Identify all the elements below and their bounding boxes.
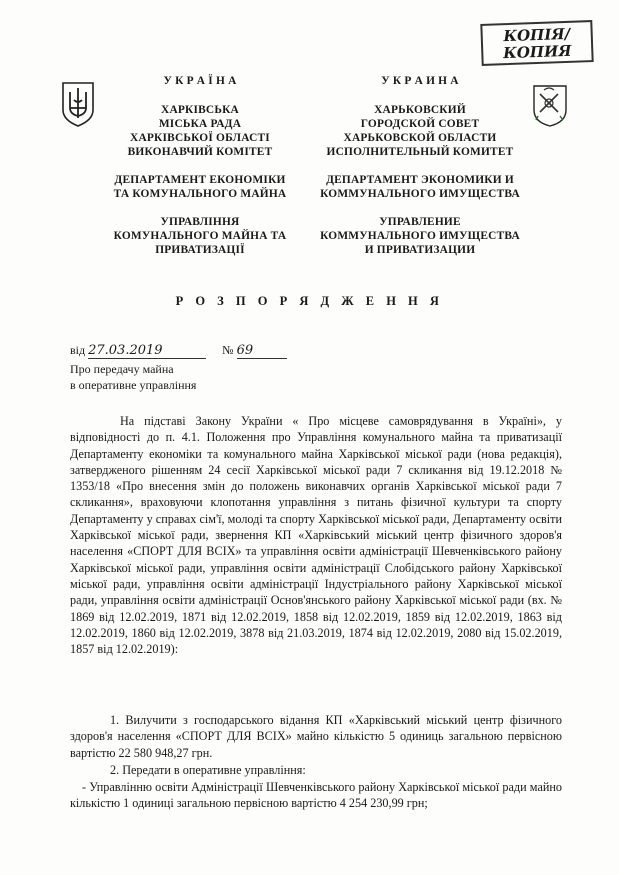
stamp-line-1: КОПІЯ/ [503,24,571,46]
copy-stamp [480,20,593,66]
date-prefix: від [70,343,86,357]
header-ru-country: У К Р А И Н А [381,75,459,87]
header-ua-council-line: ХАРКІВСЬКА [161,104,239,116]
stamp-line-2: КОПИЯ [502,41,572,63]
number-value: 69 [237,343,287,359]
header-ua-office-line: ПРИВАТИЗАЦІЇ [155,244,245,256]
item-1-paragraph [70,712,562,761]
subject-line-1: Про передачу майна [70,362,174,376]
header-ru-department-line: КОММУНАЛЬНОГО ИМУЩЕСТВА [320,188,520,200]
header-ua-office-line: КОМУНАЛЬНОГО МАЙНА ТА [113,230,287,242]
header-ua-council-line: МІСЬКА РАДА [158,118,242,130]
header-ru-office-line: И ПРИВАТИЗАЦИИ [364,244,476,256]
header-ru-council-line: ХАРЬКОВСКОЙ ОБЛАСТИ [343,132,497,144]
header-ru-council-line: ХАРЬКОВСКИЙ [374,104,466,116]
header-ua-office-line: УПРАВЛІННЯ [160,216,240,228]
header-ua-council [100,103,300,159]
number-prefix: № [222,343,234,357]
item-2-paragraph [70,762,562,778]
item-1-text: 1. Вилучити з господарського відання КП «Харківський міський центр фізичного здоров'я населення «СПОРТ ДЛЯ ВСІХ» майно кількістю 5 одиниць загальною первісною вартістю 22 580 948,27 грн. [70,713,562,760]
header-ua-department [100,173,300,201]
header-ua-office [100,215,300,257]
header-ru-council-line: ГОРОДСКОЙ СОВЕТ [360,118,480,130]
subject-line-2: в оперативне управління [70,378,197,392]
document-title: Р О З П О Р Я Д Ж Е Н Н Я [175,294,444,308]
header-ru-office-line: КОММУНАЛЬНОГО ИМУЩЕСТВА [320,230,520,242]
date-value: 27.03.2019 [88,343,206,359]
header-ua-council-line: ХАРКІВСЬКОЇ ОБЛАСТІ [130,132,270,144]
date-number-line [70,343,287,359]
header-ua-council-line: ВИКОНАВЧИЙ КОМІТЕТ [127,146,273,158]
item-2-text: 2. Передати в оперативне управління: [110,763,306,777]
header-ru-department-line: ДЕПАРТАМЕНТ ЭКОНОМИКИ И [326,174,514,186]
header-ru-department [300,173,540,201]
item-2a-text: - Управлінню освіти Адміністрації Шевченківського району Харківської міської ради майно кількістю 1 одиниці загальною первісною вартістю 4 254 230,99 грн; [70,780,562,811]
header-ua-country: У К Р А Ї Н А [163,75,237,87]
header-ru-office [300,215,540,257]
header-ru-council [300,103,540,159]
preamble-paragraph [70,413,562,657]
trident-emblem-icon [60,80,96,128]
header-ua-department-line: ТА КОМУНАЛЬНОГО МАЙНА [113,188,287,200]
preamble-text: На підставі Закону України « Про місцеве самоврядування в Україні», у відповідності до п. 4.1. Положення про Управління комунального майна та приватизації Департаменту економіки та комунального майна Харківської міської ради (нова редакція), затвердженого рішенням 24 сесії Харківської міської ради 7 скликання від 19.12.2018 № 1353/18 «Про внесення змін до положень виконавчих органів Харківської міської ради 7 скликання», враховуючи клопотання управління з питань фізичної культури та спорту Департаменту у справах сім'ї, молоді та спорту Харківської міської ради, Департаменту освіти Харківської міської ради, звернення КП «Харківський міський центр фізичного здоров'я населення «СПОРТ ДЛЯ ВСІХ» та управління освіти адміністрації Шевченківського району Харківської міської ради, управління освіти адміністрації Слобідського району Харківської міської ради, управління освіти адміністрації Індустріального району Харківської міської ради, управління освіти адміністрації Основ'янського району Харківської міської ради (вх. № 1869 від 12.02.2019, 1871 від 12.02.2019, 1858 від 12.02.2019, 1859 від 12.02.2019, 1863 від 12.02.2019, 1860 від 12.02.2019, 3878 від 21.03.2019, 1874 від 12.02.2019, 2080 від 15.02.2019, 1857 від 12.02.2019): [70,414,562,657]
header-ru-office-line: УПРАВЛЕНИЕ [379,216,461,228]
item-2a-paragraph [70,779,562,812]
header-ru-council-line: ИСПОЛНИТЕЛЬНЫЙ КОМИТЕТ [326,146,514,158]
header-ua-department-line: ДЕПАРТАМЕНТ ЕКОНОМІКИ [114,174,286,186]
